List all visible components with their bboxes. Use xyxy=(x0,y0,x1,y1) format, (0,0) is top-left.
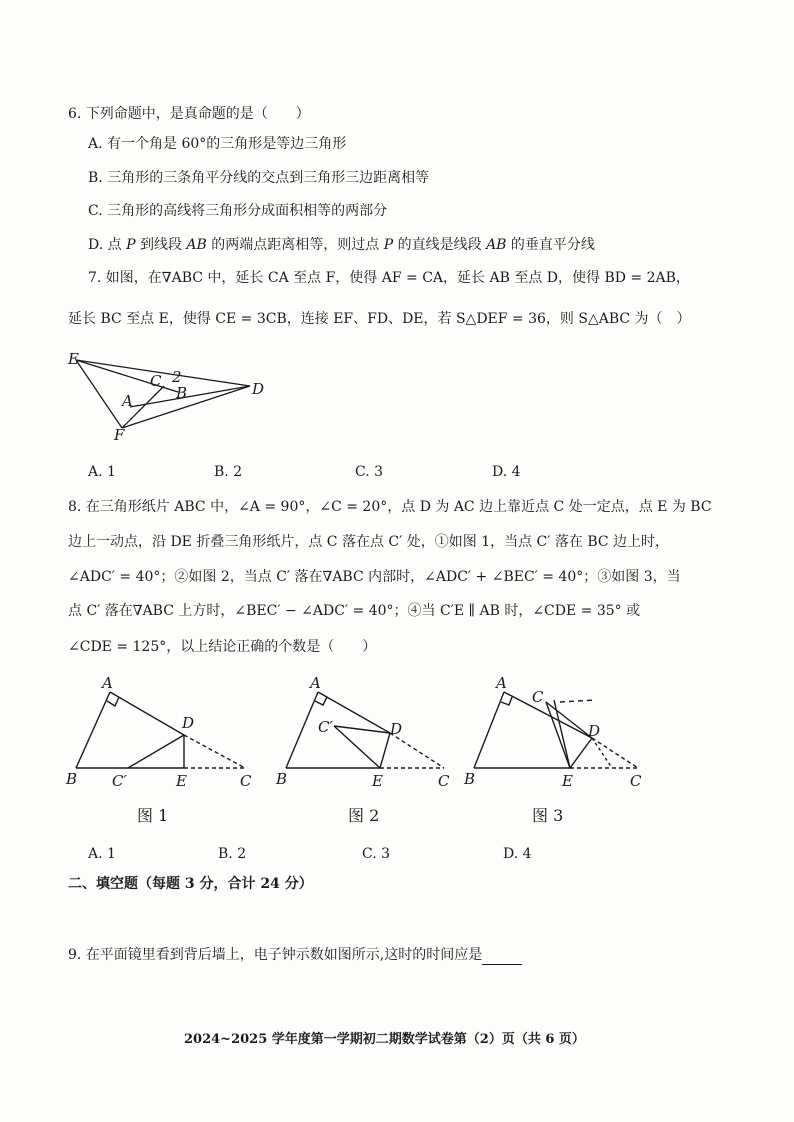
q7-segment-ad xyxy=(130,386,250,407)
fig3-fold-edge xyxy=(554,700,570,768)
q7-option-a: A. 1 xyxy=(88,464,116,480)
fig2-right-angle-mark xyxy=(315,697,327,705)
fig2-label-b: B xyxy=(276,770,288,788)
q8-figure-1 xyxy=(62,672,272,797)
fig2-label-d: D xyxy=(390,720,403,738)
q7-label-e: E xyxy=(68,350,79,368)
fig3-label-d: D xyxy=(588,722,601,740)
q7-mark: 2 xyxy=(172,368,182,386)
fig3-dashed-dc xyxy=(592,738,638,768)
q8-figure-3 xyxy=(462,672,662,797)
fig3-side-ad xyxy=(504,692,592,738)
q7-label-c: C xyxy=(150,372,162,390)
q8-stem-line5: ∠CDE = 125°，以上结论正确的个数是（ ） xyxy=(68,639,377,655)
q7-label-b: B xyxy=(176,384,188,402)
q8-stem-line3: ∠ADC′ = 40°；②如图 2，当点 C′ 落在∇ABC 内部时，∠ADC′ + ∠BEC′ = 40°；③如图 3，当 xyxy=(68,569,681,585)
fig1-segment-dcp xyxy=(128,735,184,768)
section-title: 二、填空题（每题 3 分，合计 24 分） xyxy=(68,876,313,892)
fig3-label-c: C xyxy=(630,772,642,790)
fig2-label-a: A xyxy=(310,674,321,692)
fig3-right-angle-mark xyxy=(501,697,512,705)
fig1-label-b: B xyxy=(66,770,78,788)
q7-segment-ef xyxy=(76,360,122,428)
q7-stem-line1: 7. 如图，在∇ABC 中，延长 CA 至点 F，使得 AF = CA，延长 AB 至点 D，使得 BD = 2AB， xyxy=(88,270,690,286)
q7-label-d: D xyxy=(252,380,265,398)
fig3-dashed-top xyxy=(560,700,596,702)
fig1-label-d: D xyxy=(182,714,195,732)
q8-stem-line2: 边上一动点，沿 DE 折叠三角形纸片，点 C 落在点 C′ 处，①如图 1，当点 C′ 落在 BC 边上时， xyxy=(68,534,670,550)
q6-option-a: A. 有一个角是 60°的三角形是等边三角形 xyxy=(88,136,347,152)
q6-option-d: D. 点 P 到线段 AB 的两端点距离相等，则过点 P 的直线是线段 AB 的垂直平分线 xyxy=(88,237,595,253)
fig1-dashed-dc xyxy=(184,735,245,768)
q8-option-b: B. 2 xyxy=(218,846,247,862)
fig2-segment-dcp xyxy=(334,726,390,733)
q7-segment-ed xyxy=(76,360,250,386)
fig1-side-ab xyxy=(76,692,110,768)
fig1-caption: 图 1 xyxy=(137,806,169,825)
q9-stem: 9. 在平面镜里看到背后墙上，电子钟示数如图所示,这时的时间应是 xyxy=(68,945,522,965)
q6-option-c: C. 三角形的高线将三角形分成面积相等的两部分 xyxy=(88,203,388,219)
fig2-side-ab xyxy=(286,692,318,768)
fig1-label-a: A xyxy=(102,674,113,692)
q8-option-a: A. 1 xyxy=(88,846,116,862)
fig1-side-ad xyxy=(110,692,184,735)
fig3-dashed-aux xyxy=(592,738,612,768)
q7-option-d: D. 4 xyxy=(492,464,521,480)
q6-option-b: B. 三角形的三条角平分线的交点到三角形三边距离相等 xyxy=(88,170,430,186)
fig2-label-cp: C′ xyxy=(318,718,333,736)
fig3-segment-de xyxy=(570,738,592,768)
fig1-label-e: E xyxy=(176,772,187,790)
fig1-label-c: C xyxy=(240,772,252,790)
fig1-label-cp: C′ xyxy=(112,772,127,790)
q8-option-c: C. 3 xyxy=(362,846,391,862)
q8-stem-line4: 点 C′ 落在∇ABC 上方时，∠BEC′ − ∠ADC′ = 40°；④当 C′E ∥ AB 时，∠CDE = 35° 或 xyxy=(68,603,641,619)
fig2-label-c: C xyxy=(438,772,450,790)
fig3-caption: 图 3 xyxy=(532,806,564,825)
page-footer: 2024~2025 学年度第一学期初二期数学试卷第（2）页（共 6 页） xyxy=(184,1032,585,1047)
q9-answer-blank[interactable] xyxy=(482,950,522,965)
fig3-label-e: E xyxy=(562,772,573,790)
fig3-label-cp: C xyxy=(532,688,544,706)
fig2-caption: 图 2 xyxy=(348,806,380,825)
q8-option-d: D. 4 xyxy=(503,846,532,862)
fig2-segment-cpe xyxy=(334,726,380,768)
q7-label-f: F xyxy=(114,426,125,443)
q7-option-b: B. 2 xyxy=(214,464,243,480)
fig1-right-angle-mark xyxy=(107,697,119,706)
q8-stem-line1: 8. 在三角形纸片 ABC 中，∠A = 90°，∠C = 20°，点 D 为 AC 边上靠近点 C 处一定点，点 E 为 BC xyxy=(68,499,712,515)
fig3-side-ab xyxy=(474,692,504,768)
q8-figure-2 xyxy=(272,672,472,797)
q7-figure xyxy=(64,348,274,443)
fig3-label-a: A xyxy=(496,674,507,692)
fig2-segment-de xyxy=(380,733,390,768)
fig3-label-b: B xyxy=(464,770,476,788)
fig2-label-e: E xyxy=(372,772,383,790)
q7-label-a: A xyxy=(122,392,133,410)
fig2-dashed-dc xyxy=(390,733,444,768)
q6-stem: 6. 下列命题中，是真命题的是（ ） xyxy=(68,106,310,122)
q7-option-c: C. 3 xyxy=(355,464,384,480)
q7-stem-line2: 延长 BC 至点 E，使得 CE = 3CB，连接 EF、FD、DE，若 S△DEF = 36，则 S△ABC 为（ ） xyxy=(68,311,691,327)
